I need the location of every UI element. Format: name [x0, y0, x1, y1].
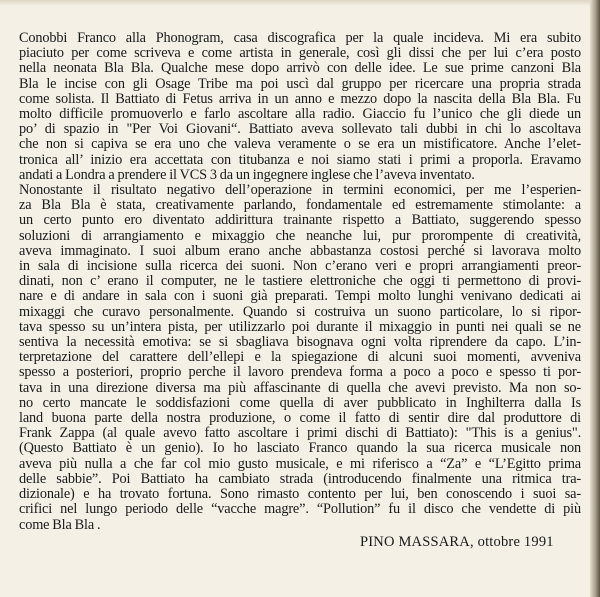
liner-notes-body [19, 31, 581, 533]
text-line: delle sabbie”. Poi Battiato ha cambiato strada (introducendo finalmente una ritmica tra- [19, 471, 581, 487]
text-line: nella neonata Bla Bla. Qualche mese dopo arrivò con delle idee. Le sue prime canzoni Bla [19, 61, 581, 77]
page-top-shadow [0, 0, 600, 6]
text-line: come solista. Il Battiato di Fetus arriva in un anno e mezzo dopo la nascita della Bla Bla. Fu [19, 91, 581, 107]
text-line: sentiva la necessità emotiva: se si sbagliava bisognava ogni volta riprendere da capo. L’in- [19, 335, 581, 351]
text-line: piaciuto per come scriveva e come artista in generale, così gli dissi che per lui c’era posto [19, 46, 581, 62]
text-line: nare e di andare in sala con i suoni già preparati. Tempi molto lunghi venivano dedicati ai [19, 289, 581, 305]
text-line: land buona parte della nostra produzione, o come il fatto di sentir dire dal produttore di [19, 411, 581, 427]
text-line: za Bla Bla è stata, creativamente parlando, fondamentale ed estremamente stimolante: a [19, 198, 581, 214]
text-line: che non si capiva se era uno che valeva veramente o se era un mistificatore. Anche l’elet- [19, 137, 581, 153]
text-line: dinati, non c’ erano il computer, ne le tastiere elettroniche che oggi ti permettono di provi- [19, 274, 581, 290]
text-line: po’ di spazio in "Per Voi Giovani“. Battiato aveva sollevato tali dubbi in chi lo ascoltava [19, 122, 581, 138]
author-signature: PINO MASSARA, ottobre 1991 [360, 534, 554, 550]
text-line: spesso a posteriori, proprio perche il lavoro prendeva forma a poco a poco e spesso ti por- [19, 365, 581, 381]
text-line: Nonostante il risultato negativo dell’operazione in termini economici, per me l’esperien- [19, 183, 581, 199]
text-line: (Questo Battiato è un genio). Io ho lasciato Franco quando la sua ricerca musicale non [19, 441, 581, 457]
text-line: Frank Zappa (al quale avevo fatto ascoltare i primi dischi di Battiato): "This is a genius". [19, 426, 581, 442]
text-line: terpretazione del carattere dell’ellepi e la spiegazione di alcuni suoi momenti, avveniva [19, 350, 581, 366]
text-line: Conobbi Franco alla Phonogram, casa discografica per la quale incideva. Mi era subito [19, 31, 581, 46]
text-line: molto difficile promuoverlo e farlo ascoltare alla radio. Giaccio fu l’unico che gli diede un [19, 107, 581, 123]
text-line: aveva immaginato. I suoi album erano anche abbastanza costosi perché si lavorava molto [19, 243, 581, 259]
text-line: no certo mancate le soddisfazioni come quella di aver pubblicato in Inghilterra dalla Is [19, 395, 581, 411]
liner-notes-page [19, 31, 581, 533]
text-line: andati a Londra a prendere il VCS 3 da un ingegnere inglese che l’aveva inventato. [19, 166, 475, 183]
text-line: aveva più nulla a che far col mio gusto musicale, e mi riferisco a “Za” e “L’Egitto prima [19, 456, 581, 472]
text-line: tava spesso su un’intera pista, per utilizzarlo poi durante il mixaggio in punti nei quali se ne [19, 319, 581, 335]
text-line: mixaggi che curavo personalmente. Quando si costruiva un suono particolare, lo si ripor- [19, 304, 581, 320]
text-line: crifici nel lungo periodo delle “vacche magre”. “Pollution” fu il disco che vendette di più [19, 502, 581, 518]
text-line: in sala di incisione sulla ricerca dei suoni. Non c’erano veri e propri arrangiamenti preor- [19, 259, 581, 275]
text-line: un certo punto ero diventato addirittura trainante rispetto a Battiato, suggerendo spesso [19, 213, 581, 229]
text-line: dizionale) e ha trovato fortuna. Sono rimasto contento per lui, ben conoscendo i suoi sa- [19, 487, 581, 503]
text-line: soluzioni di arrangiamento e mixaggio che neanche lui, pur prorompente di creatività, [19, 228, 581, 244]
text-line: tronica all’ inizio era accettata con titubanza e noi siamo stati i primi a proporla. Eravamo [19, 152, 581, 168]
text-line: come Bla Bla . [19, 516, 101, 533]
text-line: Bla le incise con gli Osage Tribe ma poi uscì dal gruppo per ricercare una propria strada [19, 76, 581, 92]
text-line: tava in una direzione diversa ma più affascinante di quella che avevi previsto. Ma non so- [19, 380, 581, 396]
page-right-edge-shadow [590, 0, 600, 597]
